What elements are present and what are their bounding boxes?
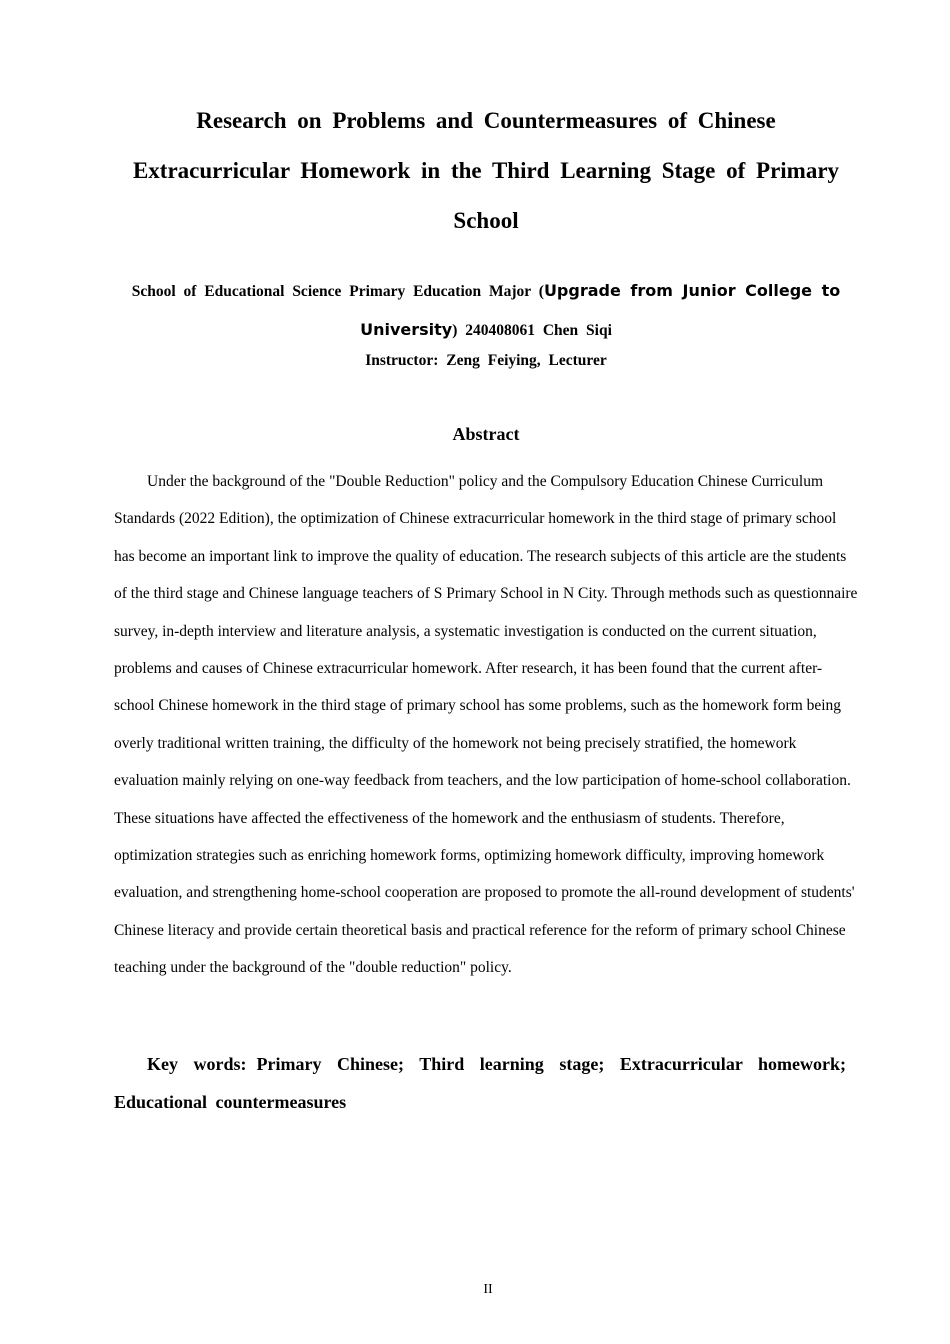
instructor-line: Instructor: Zeng Feiying, Lecturer <box>365 352 607 369</box>
keywords-text: Primary Chinese; Third learning stage; Extracurricular homework; Educational countermeasures <box>114 1054 846 1112</box>
affiliation-program: Upgrade from Junior College to University <box>360 281 841 339</box>
affiliation-id-name: ) 240408061 Chen Siqi <box>452 322 612 339</box>
affiliation-prefix: School of Educational Science Primary Education Major ( <box>131 283 544 300</box>
paper-title: Research on Problems and Countermeasures of Chinese Extracurricular Homework in the Third Learning Stage of Primary School <box>132 108 840 233</box>
abstract-heading: Abstract <box>452 424 520 444</box>
abstract-body: Under the background of the "Double Reduction" policy and the Compulsory Education Chinese Curriculum Standards (2022 Edition), the optimization of Chinese extracurricular homework in the third stage of primary school has become an important link to improve the quality of education. The research subjects of this article are the students of the third stage and Chinese language teachers of S Primary School in N City. Through methods such as questionnaire survey, in-depth interview and literature analysis, a systematic investigation is conducted on the current situation, problems and causes of Chinese extracurricular homework. After research, it has been found that the current after-school Chinese homework in the third stage of primary school has some problems, such as the homework form being overly traditional written training, the difficulty of the homework not being precisely stratified, the homework evaluation mainly relying on one-way feedback from teachers, and the low participation of home-school collaboration. These situations have affected the effectiveness of the homework and the enthusiasm of students. Therefore, optimization strategies such as enriching homework forms, optimizing homework difficulty, improving homework evaluation, and strengthening home-school cooperation are proposed to promote the all-round development of students' Chinese literacy and provide certain theoretical basis and practical reference for the reform of primary school Chinese teaching under the background of the "double reduction" policy. <box>114 473 858 977</box>
author-affiliation <box>114 272 858 350</box>
keywords-label: Key words: <box>147 1054 247 1074</box>
page-number: II <box>483 1282 493 1297</box>
keywords-line <box>114 1045 846 1121</box>
